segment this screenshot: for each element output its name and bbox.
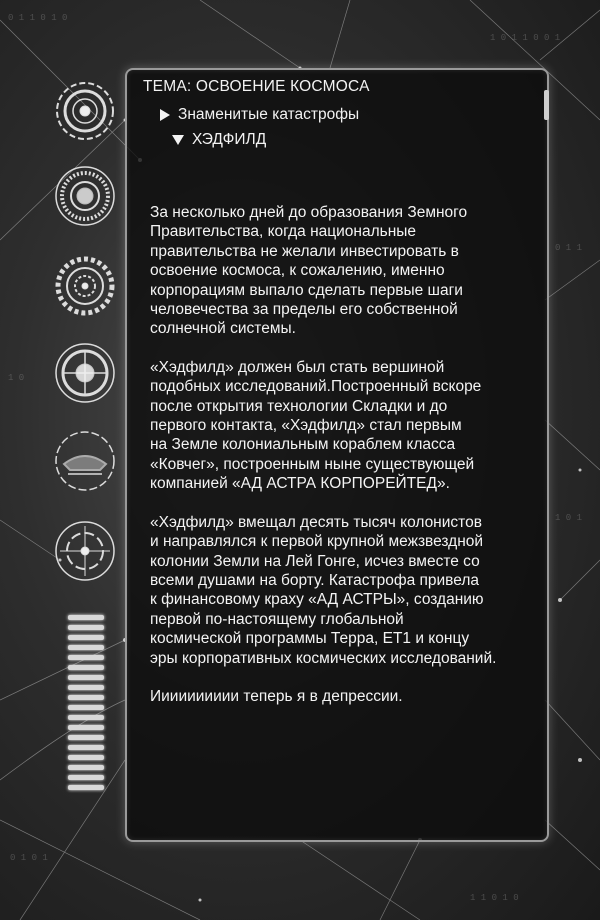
level-bar xyxy=(68,765,104,770)
nav-item-label: Знаменитые катастрофы xyxy=(178,106,360,123)
nav-item-hadfield[interactable] xyxy=(172,131,266,149)
radar-ring-icon[interactable] xyxy=(52,163,118,229)
level-bar xyxy=(68,655,104,660)
triangle-down-icon xyxy=(172,135,184,145)
target-ring-icon[interactable] xyxy=(52,78,118,144)
level-bar xyxy=(68,785,104,790)
level-bar xyxy=(68,705,104,710)
svg-text:1 0 1 1 0 0 1: 1 0 1 1 0 0 1 xyxy=(490,33,561,43)
level-bar xyxy=(68,695,104,700)
level-bar xyxy=(68,715,104,720)
level-bar xyxy=(68,675,104,680)
level-bar xyxy=(68,755,104,760)
svg-text:0 1 0 1: 0 1 0 1 xyxy=(10,853,48,863)
svg-text:1 0: 1 0 xyxy=(8,373,25,383)
svg-text:1 0 1: 1 0 1 xyxy=(555,513,583,523)
level-bar xyxy=(68,745,104,750)
level-meter xyxy=(68,615,104,795)
article-paragraph: «Хэдфилд» должен был стать вершиной подобных исследований.Построенный вскоре после открытия технологии Складки и до первого контакта, «Хэдфилд» стал первым на Земле колониальным кораблем класса «Ковчег», построенным ныне существующей компанией «АД АСТРА КОРПОРЕЙТЕД». xyxy=(150,358,482,493)
gear-ring-icon[interactable] xyxy=(52,253,118,319)
nav-item-famous-disasters[interactable] xyxy=(160,106,359,124)
crosshair-icon[interactable] xyxy=(52,518,118,584)
article-body xyxy=(150,203,545,725)
level-bar xyxy=(68,645,104,650)
triangle-right-icon xyxy=(160,109,170,121)
scanner-ring-icon[interactable] xyxy=(52,340,118,406)
topic-title: ТЕМА: ОСВОЕНИЕ КОСМОСА xyxy=(143,78,370,95)
panel-notch xyxy=(544,90,549,120)
level-bar xyxy=(68,685,104,690)
article-paragraph: Ииииииииии теперь я в депрессии. xyxy=(150,687,403,705)
level-bar xyxy=(68,615,104,620)
level-bar xyxy=(68,665,104,670)
svg-text:1 1 0 1 0: 1 1 0 1 0 xyxy=(470,893,519,903)
level-bar xyxy=(68,725,104,730)
level-bar xyxy=(68,775,104,780)
level-bar xyxy=(68,735,104,740)
article-paragraph: За несколько дней до образования Земного Правительства, когда национальные правительства не желали инвестировать в освоение космоса, к сожалению, именно корпорациям выпало сделать первые шаги человечества за пределы его собственной солнечной системы. xyxy=(150,204,468,338)
level-bar xyxy=(68,625,104,630)
svg-text:0 1 1: 0 1 1 xyxy=(555,243,583,253)
svg-text:0 1 1 0 1 0: 0 1 1 0 1 0 xyxy=(8,13,68,23)
spaceship-icon[interactable] xyxy=(52,428,118,494)
nav-item-label: ХЭДФИЛД xyxy=(192,131,267,148)
article-paragraph: «Хэдфилд» вмещал десять тысяч колонистов и направлялся к первой крупной межзвездной колонии Земли на Лей Гонге, исчез вместе со всеми душами на борту. Катастрофа привела к финансовому краху «АД АСТРЫ», созданию первой по-настоящему глобальной космической программы Терра, ЕТ1 и концу эры корпоративных космических исследований. xyxy=(150,513,497,667)
level-bar xyxy=(68,635,104,640)
